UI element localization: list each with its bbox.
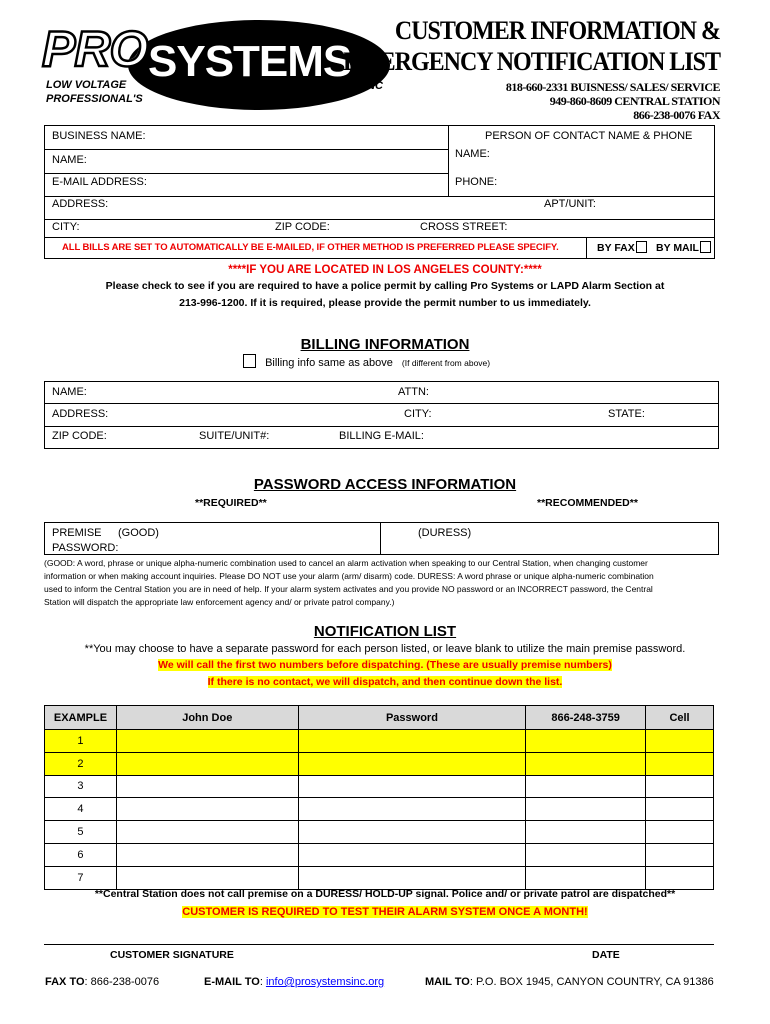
date-label: DATE [592, 949, 620, 961]
person-of-contact-label: PERSON OF CONTACT NAME & PHONE [485, 130, 693, 142]
test-notice: CUSTOMER IS REQUIRED TO TEST THEIR ALARM SYSTEM ONCE A MONTH! [182, 906, 588, 918]
business-name-field[interactable]: BUSINESS NAME: [52, 130, 146, 142]
password-note-line3: used to inform the Central Station you are in need of help. If your alarm system activates and you provide NO password or an INCORRECT password, the Central [44, 584, 653, 594]
premise-duress-password-field[interactable]: (DURESS) [418, 527, 472, 539]
page-title [343, 16, 720, 78]
billing-address-field[interactable]: ADDRESS: [52, 408, 109, 420]
row-password-cell[interactable] [298, 843, 526, 866]
billing-same-option[interactable] [242, 354, 490, 369]
notification-table [44, 705, 714, 890]
password-form [44, 522, 719, 555]
row-number: 1 [45, 730, 117, 753]
by-fax-label: BY FAX [597, 242, 635, 254]
row-cell-cell[interactable] [646, 730, 714, 753]
row-number: 7 [45, 866, 117, 889]
email-address-field[interactable]: E-MAIL ADDRESS: [52, 176, 147, 188]
row-name-cell[interactable] [116, 866, 298, 889]
billing-section-title: BILLING INFORMATION [300, 336, 470, 353]
zip-code-field[interactable]: ZIP CODE: [275, 221, 330, 233]
header-password: Password [298, 706, 526, 730]
row-name-cell[interactable] [116, 730, 298, 753]
row-cell-cell[interactable] [646, 798, 714, 821]
by-fax-checkbox[interactable] [636, 241, 647, 253]
row-number: 4 [45, 798, 117, 821]
row-cell-cell[interactable] [646, 775, 714, 798]
table-row [45, 730, 714, 753]
notification-highlight1: We will call the first two numbers before dispatching. (These are usually premise numbers) [158, 659, 612, 671]
name-field[interactable]: NAME: [52, 154, 87, 166]
logo-pro-text: PRO [42, 21, 148, 77]
password-recommended-label: **RECOMMENDED** [537, 497, 638, 509]
row-password-cell[interactable] [298, 730, 526, 753]
billing-suite-field[interactable]: SUITE/UNIT#: [199, 430, 270, 442]
password-label: PASSWORD: [52, 542, 119, 554]
row-number: 2 [45, 752, 117, 775]
by-mail-option[interactable] [649, 241, 711, 254]
row-number: 6 [45, 843, 117, 866]
row-phone-cell[interactable] [526, 752, 646, 775]
la-county-notice-title: ****IF YOU ARE LOCATED IN LOS ANGELES COUNTY:**** [228, 264, 542, 276]
header-name: John Doe [116, 706, 298, 730]
premise-label: PREMISE [52, 527, 102, 539]
row-name-cell[interactable] [116, 798, 298, 821]
row-number: 3 [45, 775, 117, 798]
la-county-notice-line2: 213-996-1200. If it is required, please provide the permit number to us immediately. [179, 297, 591, 309]
row-name-cell[interactable] [116, 843, 298, 866]
footer-fax [45, 976, 159, 988]
row-cell-cell[interactable] [646, 752, 714, 775]
customer-signature-label: CUSTOMER SIGNATURE [110, 949, 234, 961]
notification-intro: **You may choose to have a separate password for each person listed, or leave blank to utilize the main premise password. [84, 643, 686, 655]
row-phone-cell[interactable] [526, 775, 646, 798]
row-cell-cell[interactable] [646, 821, 714, 844]
billing-same-checkbox[interactable] [243, 354, 256, 368]
notification-header-row [45, 706, 714, 730]
row-password-cell[interactable] [298, 866, 526, 889]
billing-diff-label: (If different from above) [401, 358, 491, 368]
logo-systems-text: SYSTEMS [148, 37, 352, 86]
password-note-line2: information or when making account inquiries. Please DO NOT use your alarm (arm/ disarm) code. DURESS: A word phrase or unique alpha-numeric combination [44, 571, 654, 581]
billing-city-field[interactable]: CITY: [404, 408, 432, 420]
password-explanation [44, 557, 724, 609]
customer-info-form [44, 125, 715, 259]
logo-subtitle-line2: PROFESSIONAL'S [46, 93, 143, 105]
logo-inc-text: INC [364, 80, 383, 92]
row-password-cell[interactable] [298, 798, 526, 821]
billing-email-field[interactable]: BILLING E-MAIL: [339, 430, 424, 442]
row-phone-cell[interactable] [526, 843, 646, 866]
table-row [45, 843, 714, 866]
signature-line [44, 944, 714, 945]
footer-email [204, 976, 384, 988]
city-field[interactable]: CITY: [52, 221, 80, 233]
row-phone-cell[interactable] [526, 798, 646, 821]
central-station-footnote: **Central Station does not call premise on a DURESS/ HOLD-UP signal. Police and/ or private patrol are dispatched** [94, 888, 676, 900]
logo-subtitle-line1: LOW VOLTAGE [46, 79, 127, 91]
billing-info-form [44, 381, 719, 449]
la-county-notice-line1: Please check to see if you are required to have a police permit by calling Pro Systems or LAPD Alarm Section at [105, 280, 665, 292]
apt-unit-field[interactable]: APT/UNIT: [544, 198, 596, 210]
notification-highlight2-wrap [0, 676, 770, 688]
by-mail-label: BY MAIL [656, 242, 699, 254]
password-section-title: PASSWORD ACCESS INFORMATION [253, 476, 517, 493]
header-example: EXAMPLE [45, 706, 117, 730]
row-name-cell[interactable] [116, 752, 298, 775]
header-fax: 866-238-0076 FAX [633, 108, 720, 122]
table-row [45, 866, 714, 889]
billing-same-label: Billing info same as above [265, 357, 393, 369]
footer-fax-label: FAX TO [45, 976, 85, 988]
by-mail-checkbox[interactable] [700, 241, 711, 253]
footer-fax-value: : 866-238-0076 [84, 976, 160, 988]
row-password-cell[interactable] [298, 821, 526, 844]
logo-subtitle [46, 78, 143, 106]
premise-good-password-field[interactable]: (GOOD) [118, 527, 159, 539]
password-note-line4: Station will dispatch the appropriate law enforcement agency and/ or private patrol company.) [44, 597, 395, 607]
header-cell: Cell [646, 706, 714, 730]
footer-mail-label: MAIL TO [425, 976, 470, 988]
billing-attn-field[interactable]: ATTN: [398, 386, 429, 398]
row-phone-cell[interactable] [526, 730, 646, 753]
table-row [45, 775, 714, 798]
footer-mail [425, 976, 714, 988]
header-contacts [506, 80, 720, 122]
by-fax-option[interactable] [590, 241, 647, 254]
row-password-cell[interactable] [298, 752, 526, 775]
notification-highlight1-wrap [0, 659, 770, 671]
title-line1: CUSTOMER INFORMATION & [394, 17, 720, 46]
contact-name-field[interactable]: NAME: [455, 148, 490, 160]
title-line2: EMERGENCY NOTIFICATION LIST [342, 47, 720, 77]
row-name-cell[interactable] [116, 775, 298, 798]
footer-email-separator: : [259, 976, 266, 988]
cross-street-field[interactable]: CROSS STREET: [420, 221, 508, 233]
row-number: 5 [45, 821, 117, 844]
table-row [45, 752, 714, 775]
row-name-cell[interactable] [116, 821, 298, 844]
table-row [45, 798, 714, 821]
footer-email-link[interactable]: info@prosystemsinc.org [265, 976, 385, 988]
header-phone-business: 818-660-2331 BUISNESS/ SALES/ SERVICE [505, 80, 720, 94]
row-password-cell[interactable] [298, 775, 526, 798]
billing-name-field[interactable]: NAME: [52, 386, 87, 398]
password-note-line1: (GOOD: A word, phrase or unique alpha-numeric combination used to cancel an alarm activation when speaking to our Central Station, when changing customer [44, 558, 648, 568]
footer-email-label: E-MAIL TO [204, 976, 260, 988]
billing-zip-field[interactable]: ZIP CODE: [52, 430, 107, 442]
bills-notice: ALL BILLS ARE SET TO AUTOMATICALLY BE E-MAILED, IF OTHER METHOD IS PREFERRED PLEASE SPECIFY. [62, 242, 559, 253]
notification-section-title: NOTIFICATION LIST [313, 623, 457, 640]
table-row [45, 821, 714, 844]
billing-state-field[interactable]: STATE: [608, 408, 645, 420]
test-notice-wrap [0, 906, 770, 918]
row-phone-cell[interactable] [526, 866, 646, 889]
row-phone-cell[interactable] [526, 821, 646, 844]
header-phone-central: 949-860-8609 CENTRAL STATION [549, 94, 720, 108]
row-cell-cell[interactable] [646, 866, 714, 889]
footer-mail-value: : P.O. BOX 1945, CANYON COUNTRY, CA 91386 [469, 976, 714, 988]
password-required-label: **REQUIRED** [195, 497, 267, 509]
notification-highlight2: If there is no contact, we will dispatch, and then continue down the list. [207, 676, 563, 688]
header-phone: 866-248-3759 [526, 706, 646, 730]
row-cell-cell[interactable] [646, 843, 714, 866]
address-field[interactable]: ADDRESS: [52, 198, 109, 210]
phone-field[interactable]: PHONE: [455, 176, 498, 188]
